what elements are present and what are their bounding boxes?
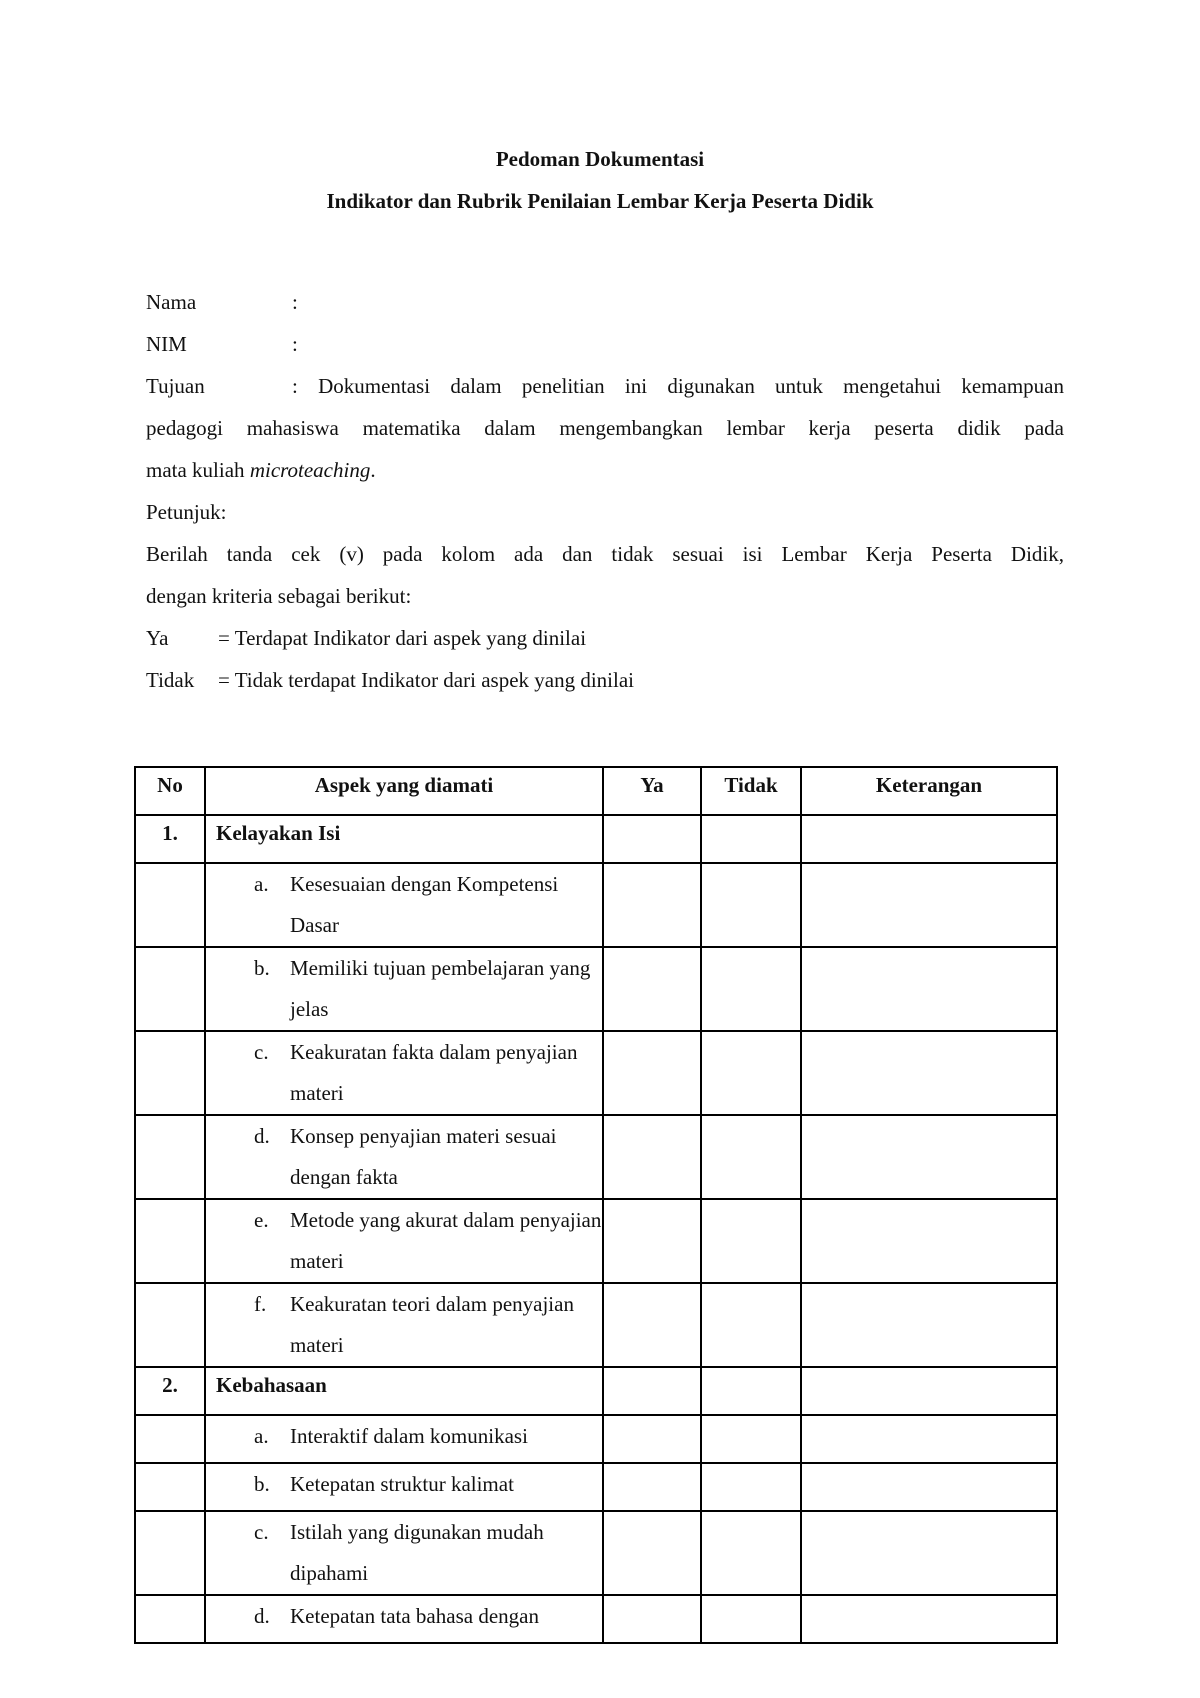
header-aspect: Aspek yang diamati [205,767,603,815]
criteria-tidak-row [146,659,1064,701]
cell-ya[interactable] [603,1367,701,1415]
cell-keterangan[interactable] [801,815,1057,863]
cell-no [135,1595,205,1643]
table-row [135,1415,1057,1463]
header-no: No [135,767,205,815]
header-tidak: Tidak [701,767,801,815]
item-cell [205,1031,603,1115]
nim-label: NIM [146,332,187,356]
item-cell [205,1115,603,1199]
nama-row [146,281,1064,323]
item-letter: b. [254,956,270,980]
table-row [135,1283,1057,1367]
section-title: Kebahasaan [205,1367,603,1415]
instruction-line-2: dengan kriteria sebagai berikut: [146,584,412,608]
item-text: Ketepatan struktur kalimat [290,1472,514,1496]
criteria-tidak-def: = Tidak terdapat Indikator dari aspek yang dinilai [218,668,635,692]
cell-keterangan[interactable] [801,947,1057,1031]
cell-no [135,1511,205,1595]
item-letter: a. [254,872,269,896]
item-text: Metode yang akurat dalam penyajian materi [290,1208,602,1273]
tujuan-line-3-row [146,449,1064,491]
item-cell [205,863,603,947]
cell-no [135,1115,205,1199]
cell-keterangan[interactable] [801,1283,1057,1367]
item-cell [205,1415,603,1463]
document-title: Pedoman Dokumentasi [495,147,705,171]
table-row [135,1463,1057,1511]
cell-keterangan[interactable] [801,1367,1057,1415]
item-text: Ketepatan tata bahasa dengan [290,1604,539,1628]
cell-no [135,1415,205,1463]
item-text: Istilah yang digunakan mudah dipahami [290,1520,544,1585]
table-row [135,1031,1057,1115]
cell-ya[interactable] [603,863,701,947]
item-letter: d. [254,1124,270,1148]
criteria-tidak-term: Tidak [146,668,195,692]
cell-no [135,1283,205,1367]
petunjuk-row [146,491,1064,533]
cell-keterangan[interactable] [801,1511,1057,1595]
item-text: Keakuratan teori dalam penyajian materi [290,1292,574,1357]
section-no: 2. [135,1367,205,1415]
item-cell [205,947,603,1031]
instruction-line-2-row [146,575,1064,617]
table-row [135,1115,1057,1199]
tujuan-line-2: pedagogi mahasiswa matematika dalam mengembangkan lembar kerja peserta didik pada [146,416,1064,440]
criteria-ya-term: Ya [146,626,169,650]
header-ya: Ya [603,767,701,815]
cell-tidak[interactable] [701,1283,801,1367]
tujuan-label: Tujuan [146,374,205,398]
cell-tidak[interactable] [701,1367,801,1415]
cell-keterangan[interactable] [801,1415,1057,1463]
table-header-row [135,767,1057,815]
cell-no [135,1199,205,1283]
cell-ya[interactable] [603,1283,701,1367]
cell-ya[interactable] [603,1511,701,1595]
cell-ya[interactable] [603,1031,701,1115]
cell-tidak[interactable] [701,1115,801,1199]
nim-row [146,323,1064,365]
table-row [135,947,1057,1031]
cell-keterangan[interactable] [801,1595,1057,1643]
cell-tidak[interactable] [701,815,801,863]
item-cell [205,1199,603,1283]
cell-ya[interactable] [603,815,701,863]
cell-keterangan[interactable] [801,1463,1057,1511]
tujuan-line-1: : Dokumentasi dalam penelitian ini digunakan untuk mengetahui kemampuan [292,374,1064,398]
instruction-line-1-row [146,533,1064,575]
tujuan-line-3-italic: microteaching [249,458,371,482]
table-row [135,1595,1057,1643]
table-row-section [135,815,1057,863]
item-text: Interaktif dalam komunikasi [290,1424,528,1448]
cell-tidak[interactable] [701,863,801,947]
item-text: Konsep penyajian materi sesuai dengan fakta [290,1124,557,1189]
item-letter: c. [254,1040,269,1064]
item-cell [205,1463,603,1511]
table-row [135,1199,1057,1283]
header-keterangan: Keterangan [801,767,1057,815]
table-row [135,1511,1057,1595]
cell-keterangan[interactable] [801,1031,1057,1115]
item-text: Kesesuaian dengan Kompetensi Dasar [290,872,559,937]
item-letter: e. [254,1208,269,1232]
cell-ya[interactable] [603,1463,701,1511]
instruction-line-1: Berilah tanda cek (v) pada kolom ada dan tidak sesuai isi Lembar Kerja Peserta Didik, [146,542,1064,566]
cell-no [135,1031,205,1115]
item-letter: b. [254,1472,270,1496]
cell-keterangan[interactable] [801,1115,1057,1199]
nama-label: Nama [146,290,197,314]
cell-ya[interactable] [603,947,701,1031]
section-title: Kelayakan Isi [205,815,603,863]
tujuan-row [146,365,1064,407]
item-cell [205,1595,603,1643]
tujuan-line-3-pre: mata kuliah [146,458,250,482]
cell-keterangan[interactable] [801,1199,1057,1283]
cell-no [135,863,205,947]
cell-ya[interactable] [603,1595,701,1643]
petunjuk-label: Petunjuk: [146,500,227,524]
item-letter: f. [254,1292,267,1316]
cell-tidak[interactable] [701,1511,801,1595]
nama-colon: : [292,290,298,314]
cell-ya[interactable] [603,1415,701,1463]
tujuan-line-3-post: . [370,458,376,482]
table-row [135,863,1057,947]
cell-tidak[interactable] [701,1595,801,1643]
cell-tidak[interactable] [701,1199,801,1283]
cell-tidak[interactable] [701,1415,801,1463]
cell-tidak[interactable] [701,947,801,1031]
cell-keterangan[interactable] [801,863,1057,947]
section-no: 1. [135,815,205,863]
nim-colon: : [292,332,298,356]
item-letter: a. [254,1424,269,1448]
tujuan-line-2-row [146,407,1064,449]
cell-ya[interactable] [603,1115,701,1199]
cell-tidak[interactable] [701,1031,801,1115]
rubric-table [134,766,1058,1644]
item-cell [205,1511,603,1595]
item-cell [205,1283,603,1367]
item-text: Keakuratan fakta dalam penyajian materi [290,1040,578,1105]
criteria-ya-row [146,617,1064,659]
identity-block [146,281,1064,701]
document-subtitle: Indikator dan Rubrik Penilaian Lembar Kerja Peserta Didik [326,189,874,213]
item-text: Memiliki tujuan pembelajaran yang jelas [290,956,591,1021]
criteria-ya-def: = Terdapat Indikator dari aspek yang dinilai [218,626,587,650]
cell-no [135,947,205,1031]
item-letter: d. [254,1604,270,1628]
item-letter: c. [254,1520,269,1544]
cell-ya[interactable] [603,1199,701,1283]
table-row-section [135,1367,1057,1415]
cell-tidak[interactable] [701,1463,801,1511]
cell-no [135,1463,205,1511]
